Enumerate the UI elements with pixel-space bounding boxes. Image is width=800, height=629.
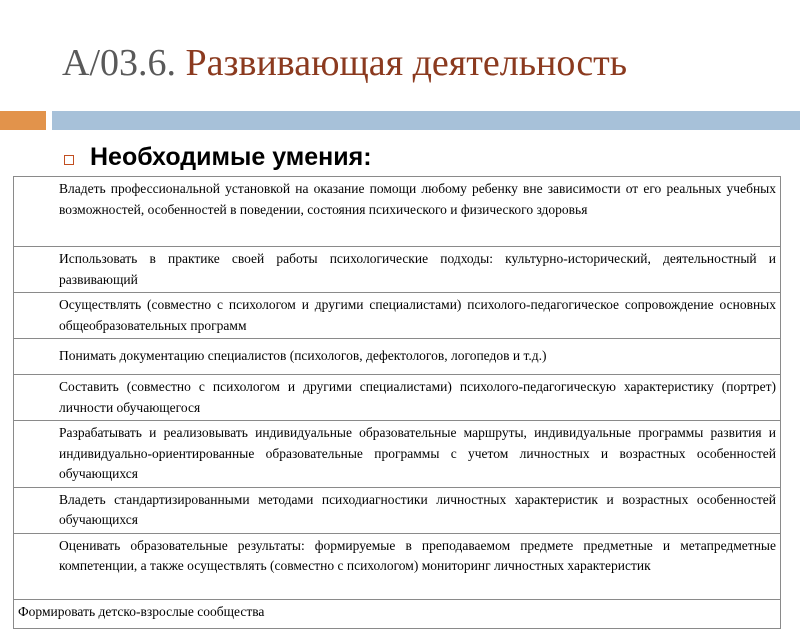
table-cell: Оценивать образовательные результаты: формируемые в преподаваемом предмете предметные и метапредметные компетенции, а также осуществлять (совместно с психологом) мониторинг личностных характеристик: [14, 533, 781, 599]
page-title: [62, 38, 627, 88]
table-row: [14, 339, 781, 375]
title-code: A/03.6.: [62, 42, 176, 84]
table-row: [14, 293, 781, 339]
table-cell: Владеть профессиональной установкой на оказание помощи любому ребенку вне зависимости от его реальных учебных возможностей, особенностей в поведении, состояния психического и физического здоровья: [14, 177, 781, 247]
table-row: [14, 533, 781, 599]
table-row: [14, 375, 781, 421]
table-cell: Использовать в практике своей работы психологические подходы: культурно-исторический, деятельностный и развивающий: [14, 247, 781, 293]
table-row: [14, 177, 781, 247]
title-main: Развивающая деятельность: [185, 42, 628, 84]
table-row: [14, 599, 781, 628]
table-row: [14, 247, 781, 293]
table-row: [14, 421, 781, 488]
section-subtitle: Необходимые умения:: [90, 143, 372, 171]
decorative-bar-orange: [0, 111, 46, 130]
square-bullet-icon: [64, 155, 74, 165]
table-cell: Владеть стандартизированными методами психодиагностики личностных характеристик и возрастных особенностей обучающихся: [14, 487, 781, 533]
table-row: [14, 487, 781, 533]
table-cell: Разрабатывать и реализовывать индивидуальные образовательные маршруты, индивидуальные программы развития и индивидуально-ориентированные образовательные программы с учетом личностных и возрастных особенностей обучающихся: [14, 421, 781, 488]
table-cell: Осуществлять (совместно с психологом и другими специалистами) психолого-педагогическое сопровождение основных общеобразовательных программ: [14, 293, 781, 339]
table-cell: Понимать документацию специалистов (психологов, дефектологов, логопедов и т.д.): [14, 339, 781, 375]
table-cell: Формировать детско-взрослые сообщества: [14, 599, 781, 628]
skills-table: [13, 176, 781, 629]
decorative-bar-blue: [52, 111, 800, 130]
table-cell: Составить (совместно с психологом и другими специалистами) психолого-педагогическую характеристику (портрет) личности обучающегося: [14, 375, 781, 421]
